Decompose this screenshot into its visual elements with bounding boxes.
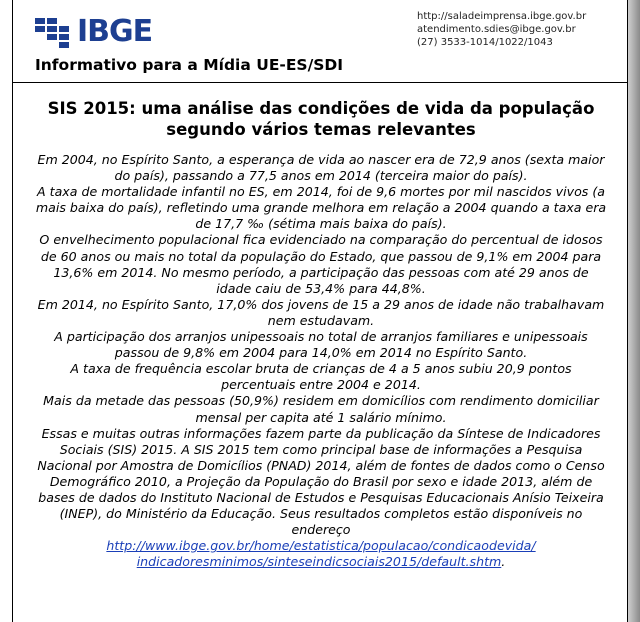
document-page — [12, 0, 628, 622]
document-title: SIS 2015: uma análise das condições de vida da população segundo vários temas relevantes — [47, 99, 595, 139]
sis-link-line1: http://www.ibge.gov.br/home/estatistica/populacao/condicaodevida/ — [106, 538, 536, 554]
sis-link[interactable] — [106, 538, 535, 569]
paragraph-single-households: A participação dos arranjos unipessoais no total de arranjos familiares e unipessoais passou de 9,8% em 2004 para 14,0% em 2014 no Espírito Santo. — [54, 329, 588, 361]
paragraph-publication: Essas e muitas outras informações fazem parte da publicação da Síntese de Indicadores Sociais (SIS) 2015. A SIS 2015 tem como principal base de informações a Pesquisa Nacional por Amostra de Domicílios (PNAD) 2014, além de fontes de dados como o Censo Demográfico 2010, a Projeção da População do Brasil por sexo e idade 2013, além de bases de dados do Instituto Nacional de Estudos e Pesquisas Educacionais Anísio Teixeira (INEP), do Ministério da Educação. Seus resultados completos estão disponíveis no endereço — [37, 425, 605, 538]
paragraph-infant-mortality: A taxa de mortalidade infantil no ES, em 2014, foi de 9,6 mortes por mil nascidos vivos (a mais baixa do país), refletindo uma grande melhora em relação a 2004 quando a taxa era de 17,7 ‰ (sétima mais baixa do país). — [35, 184, 607, 232]
document-body — [35, 152, 607, 570]
header-divider — [13, 82, 627, 83]
document-header — [13, 0, 627, 90]
paragraph-aging: O envelhecimento populacional fica evidenciado na comparação do percentual de idosos de 60 anos ou mais no total da população do Estado, que passou de 9,1% em 2004 para 13,6% em 2014. No mesmo período, a participação das pessoas com até 29 anos de idade caiu de 53,4% para 44,8%. — [39, 232, 603, 296]
sis-link-line2: indicadoresminimos/sinteseindicsociais2015/default.shtm — [136, 554, 502, 570]
page-shadow — [628, 0, 640, 622]
contact-info — [417, 10, 586, 49]
link-paragraph — [35, 538, 607, 570]
header-subtitle: Informativo para a Mídia UE-ES/SDI — [35, 56, 344, 74]
contact-email[interactable]: atendimento.sdies@ibge.gov.br — [417, 24, 576, 35]
ibge-logo — [33, 12, 183, 52]
ibge-logo-icon — [33, 12, 73, 52]
link-suffix: . — [501, 554, 506, 570]
contact-url[interactable]: http://saladeimprensa.ibge.gov.br — [417, 11, 587, 22]
paragraph-life-expectancy: Em 2004, no Espírito Santo, a esperança de vida ao nascer era de 72,9 anos (sexta maior do país), passando a 77,5 anos em 2014 (terceira maior do país). — [37, 152, 605, 184]
paragraph-youth: Em 2014, no Espírito Santo, 17,0% dos jovens de 15 a 29 anos de idade não trabalhavam nem estudavam. — [37, 296, 605, 328]
contact-phone: (27) 3533-1014/1022/1043 — [417, 37, 553, 48]
logo-text: IBGE — [77, 14, 153, 49]
paragraph-income: Mais da metade das pessoas (50,9%) residem em domicílios com rendimento domiciliar mensal per capita até 1 salário mínimo. — [43, 393, 599, 425]
paragraph-school-attendance: A taxa de frequência escolar bruta de crianças de 4 a 5 anos subiu 20,9 pontos percentuais entre 2004 e 2014. — [70, 361, 572, 393]
